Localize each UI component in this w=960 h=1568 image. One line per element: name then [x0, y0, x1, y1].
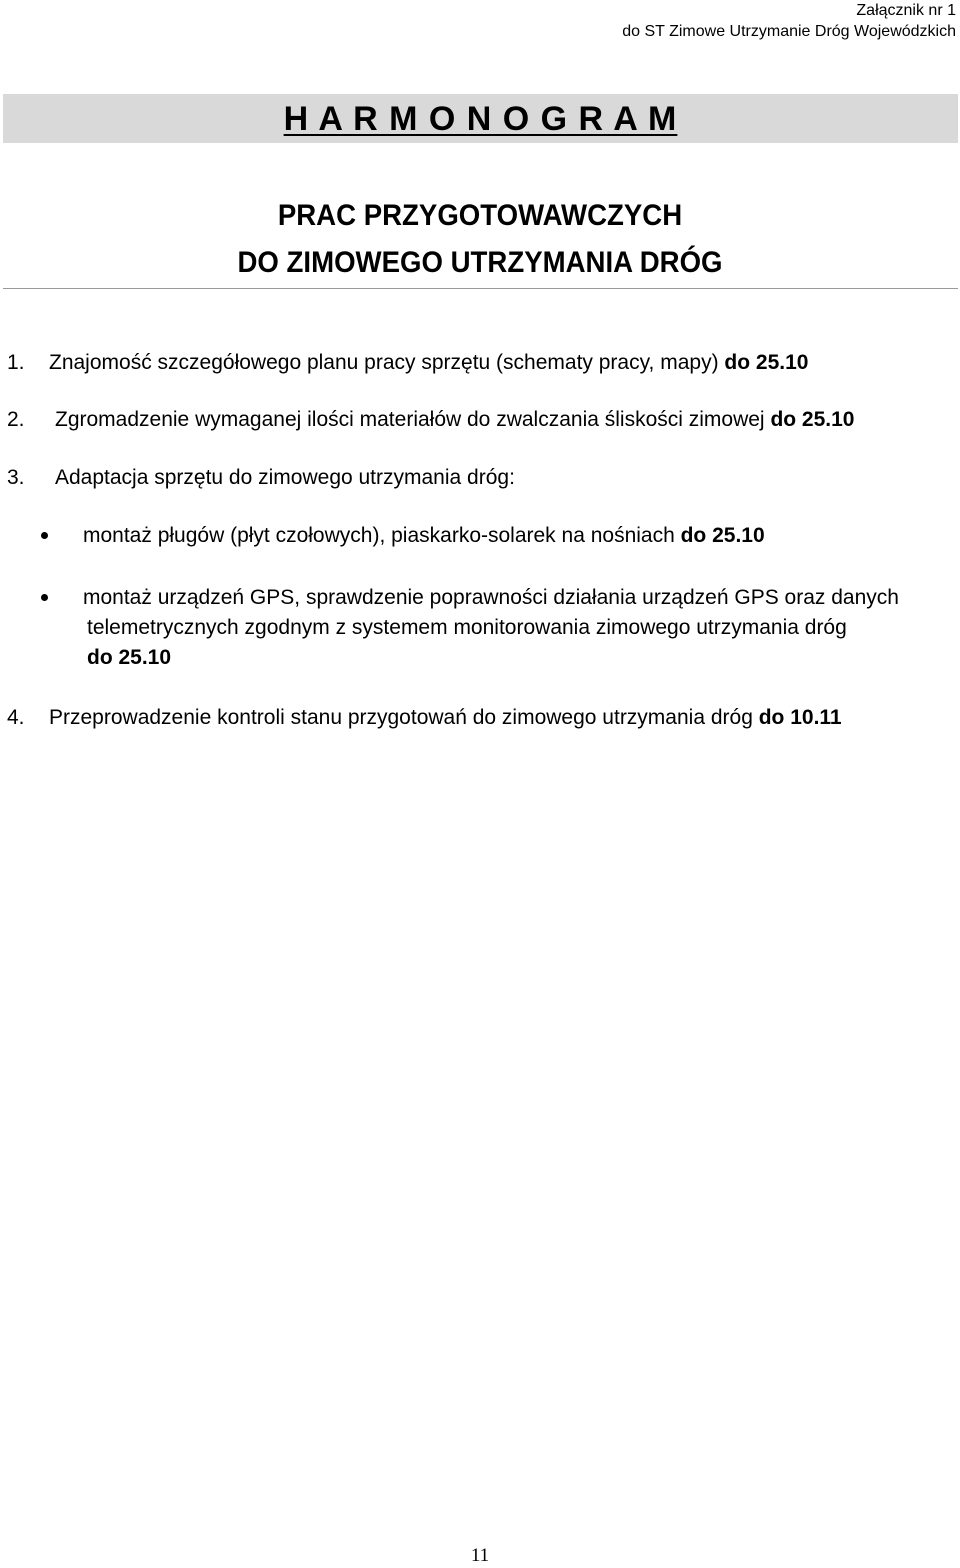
subtitle-line-2: DO ZIMOWEGO UTRZYMANIA DRÓG — [237, 246, 723, 279]
list-item-deadline: do 25.10 — [724, 351, 809, 374]
list-item — [7, 464, 515, 491]
bullet-deadline: do 25.10 — [680, 524, 765, 547]
page-number: 11 — [470, 1545, 490, 1566]
attachment-line-2: do ST Zimowe Utrzymanie Dróg Wojewódzkich — [622, 23, 956, 40]
list-item-number: 3. — [7, 466, 25, 489]
bullet-text-continued: telemetrycznych zgodnym z systemem monitorowania zimowego utrzymania dróg — [87, 616, 847, 639]
bullet-text: montaż urządzeń GPS, sprawdzenie poprawności działania urządzeń GPS oraz danych — [83, 586, 899, 609]
attachment-note — [622, 0, 956, 42]
list-item-text: Zgromadzenie wymaganej ilości materiałów do zwalczania śliskości zimowej — [55, 408, 771, 431]
bullet-icon — [41, 532, 48, 539]
list-item — [7, 704, 842, 731]
list-item-text: Przeprowadzenie kontroli stanu przygotowań do zimowego utrzymania dróg — [49, 706, 759, 729]
bullet-deadline: do 25.10 — [87, 646, 172, 669]
list-item-number: 1. — [7, 351, 25, 374]
page-title: H A R M O N O G R A M — [283, 100, 678, 138]
list-item — [7, 349, 808, 376]
list-item-number: 4. — [7, 706, 25, 729]
bullet-item — [41, 583, 941, 673]
list-item-deadline: do 25.10 — [770, 408, 855, 431]
bullet-icon — [41, 594, 48, 601]
list-item-number: 2. — [7, 408, 25, 431]
bullet-item — [41, 521, 941, 551]
subtitle-line-1: PRAC PRZYGOTOWAWCZYCH — [277, 199, 683, 232]
list-item-text: Adaptacja sprzętu do zimowego utrzymania dróg: — [55, 466, 515, 489]
bullet-text: montaż pługów (płyt czołowych), piaskarko-solarek na nośniach — [83, 524, 681, 547]
list-item-deadline: do 10.11 — [758, 706, 842, 729]
list-item-text: Znajomość szczegółowego planu pracy sprzętu (schematy pracy, mapy) — [49, 351, 725, 374]
divider — [3, 288, 958, 289]
list-item — [7, 406, 854, 433]
attachment-line-1: Załącznik nr 1 — [856, 2, 956, 19]
title-banner — [3, 94, 958, 143]
